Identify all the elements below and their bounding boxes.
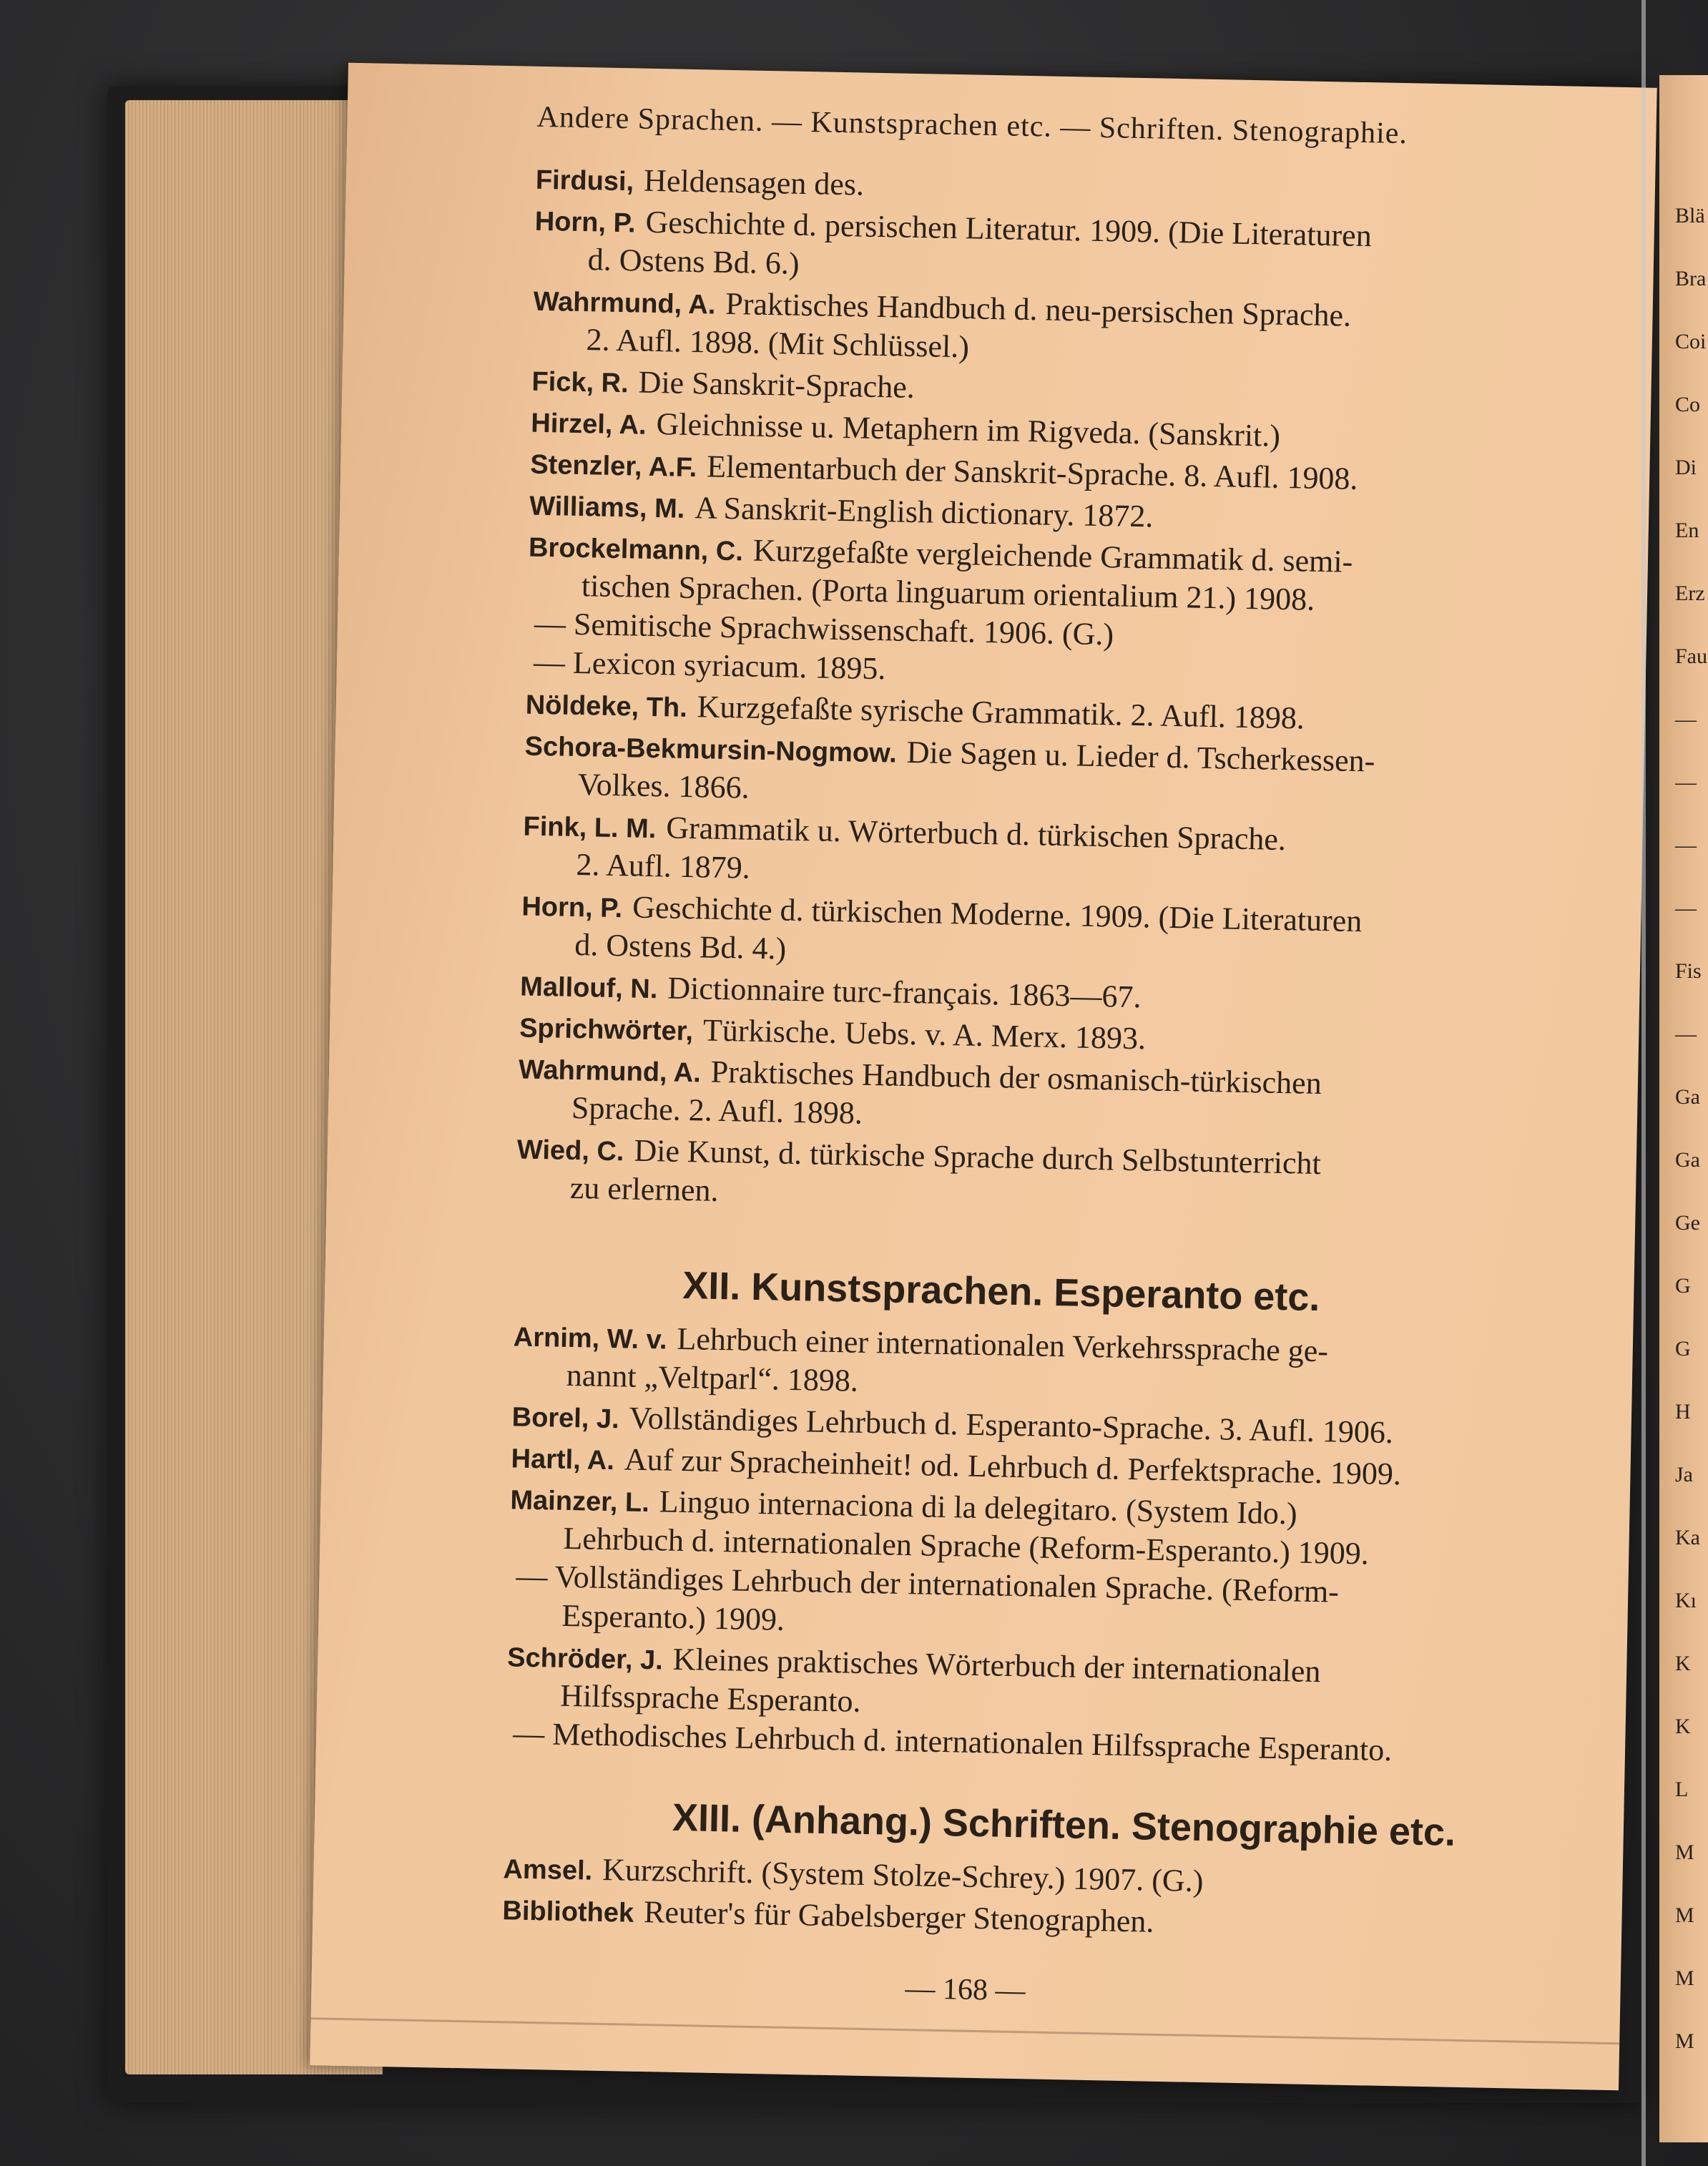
adjacent-page-text: H bbox=[1675, 1400, 1691, 1423]
entry-author: Stenzler, A.F. bbox=[529, 449, 697, 484]
entry-continuation: Sprache. 2. Aufl. 1898. bbox=[571, 1089, 863, 1131]
adjacent-page-text: — bbox=[1675, 707, 1697, 731]
entry-title: Vollständiges Lehrbuch d. Esperanto-Sprache. 3. Aufl. 1906. bbox=[629, 1400, 1394, 1451]
entry-title: Die Sanskrit-Sprache. bbox=[638, 364, 916, 405]
book-page bbox=[310, 63, 1657, 2091]
adjacent-page-text: Di bbox=[1675, 456, 1697, 479]
adjacent-page-text: Ja bbox=[1675, 1463, 1693, 1486]
entry-author: Schröder, J. bbox=[506, 1642, 664, 1676]
entry-author: Williams, M. bbox=[529, 491, 685, 524]
adjacent-page-text: K bbox=[1675, 1715, 1691, 1738]
entry-continuation: — Semitische Sprachwissenschaft. 1906. (G.) bbox=[534, 605, 1114, 652]
adjacent-page-text: En bbox=[1675, 519, 1699, 542]
entry-author: Borel, J. bbox=[511, 1402, 620, 1435]
bibliography-entry bbox=[511, 1400, 1393, 1449]
adjacent-page-text: — bbox=[1675, 896, 1697, 920]
adjacent-page-text: Erz bbox=[1675, 582, 1705, 605]
entry-title: Kleines praktisches Wörterbuch der internationalen bbox=[672, 1641, 1321, 1690]
entry-title: Die Kunst, d. türkische Sprache durch Selbstunterricht bbox=[634, 1132, 1322, 1182]
entry-continuation: 2. Aufl. 1879. bbox=[576, 847, 751, 886]
entry-title: Lehrbuch einer internationalen Verkehrssprache ge- bbox=[677, 1320, 1329, 1369]
entry-author: Brockelmann, C. bbox=[528, 532, 744, 567]
entry-title: Auf zur Spracheinheit! od. Lehrbuch d. Perfektsprache. 1909. bbox=[624, 1441, 1402, 1492]
page-bottom-edge bbox=[311, 2017, 1620, 2044]
entry-author: Fick, R. bbox=[531, 366, 629, 399]
adjacent-page-text: K bbox=[1675, 1652, 1691, 1675]
adjacent-page-text: M bbox=[1675, 1841, 1694, 1864]
adjacent-page-text: Ga bbox=[1675, 1085, 1700, 1109]
entry-continuation: zu erlernen. bbox=[569, 1170, 719, 1208]
adjacent-page-text: M bbox=[1675, 1903, 1694, 1927]
bibliography-entry bbox=[502, 1893, 1154, 1937]
entry-continuation: d. Ostens Bd. 4.) bbox=[574, 926, 787, 966]
entry-title: Dictionnaire turc-français. 1863—67. bbox=[667, 970, 1142, 1015]
adjacent-page-text: Fau bbox=[1675, 645, 1707, 668]
entry-title: Linguo internaciona di la delegitaro. (System Ido.) bbox=[659, 1484, 1298, 1532]
entry-continuation: Hilfssprache Esperanto. bbox=[559, 1677, 861, 1719]
bibliography-entry bbox=[525, 688, 1305, 735]
adjacent-page-text: Blä bbox=[1675, 204, 1705, 227]
page-content bbox=[310, 63, 1657, 2091]
bibliography-entry bbox=[503, 1852, 1204, 1897]
bibliography-entry bbox=[529, 489, 1154, 533]
entry-continuation: d. Ostens Bd. 6.) bbox=[587, 242, 800, 281]
adjacent-page-text: L bbox=[1675, 1778, 1689, 1801]
entry-continuation: 2. Aufl. 1898. (Mit Schlüssel.) bbox=[586, 322, 970, 365]
adjacent-page-text: Kı bbox=[1675, 1589, 1697, 1612]
entry-title: Praktisches Handbuch d. neu-persischen Sprache. bbox=[725, 285, 1352, 333]
entry-continuation: — Methodisches Lehrbuch d. internationalen Hilfssprache Esperanto. bbox=[512, 1715, 1393, 1768]
entry-title: Kurzgefaßte syrische Grammatik. 2. Aufl. 1898. bbox=[697, 689, 1305, 736]
adjacent-page-text: Coi bbox=[1675, 330, 1707, 353]
entry-author: Wahrmund, A. bbox=[533, 286, 716, 320]
entry-author: Hartl, A. bbox=[511, 1444, 615, 1476]
entry-continuation: nannt „Veltparl“. 1898. bbox=[566, 1357, 859, 1398]
adjacent-page-text: — bbox=[1675, 833, 1697, 857]
entry-author: Firdusi, bbox=[535, 165, 634, 197]
adjacent-page-text: — bbox=[1675, 1022, 1697, 1046]
entry-author: Bibliothek bbox=[502, 1896, 634, 1929]
entry-author: Amsel. bbox=[503, 1854, 593, 1886]
entry-author: Fink, L. M. bbox=[523, 811, 657, 845]
entry-author: Sprichwörter, bbox=[519, 1013, 694, 1047]
entry-title: Geschichte d. türkischen Moderne. 1909. (Die Literaturen bbox=[632, 889, 1363, 939]
entry-title: Grammatik u. Wörterbuch d. türkischen Sprache. bbox=[665, 810, 1287, 858]
bibliography-entry bbox=[531, 406, 1280, 452]
entry-author: Hirzel, A. bbox=[531, 408, 647, 441]
entry-continuation: Volkes. 1866. bbox=[577, 767, 750, 805]
entry-continuation: — Vollständiges Lehrbuch der internationalen Sprache. (Reform- bbox=[516, 1558, 1340, 1609]
entry-continuation: tischen Sprachen. (Porta linguarum orientalium 21.) 1908. bbox=[581, 568, 1315, 617]
adjacent-page-fragment bbox=[1659, 75, 1708, 2142]
page-number: — 168 — bbox=[905, 1972, 1026, 2008]
entry-continuation: — Lexicon syriacum. 1895. bbox=[533, 644, 886, 687]
section-title-xii: XII. Kunstsprachen. Esperanto etc. bbox=[682, 1263, 1320, 1320]
adjacent-page-text: Ge bbox=[1675, 1211, 1700, 1235]
entry-author: Horn, P. bbox=[534, 206, 636, 239]
entry-title: Praktisches Handbuch der osmanisch-türkischen bbox=[710, 1054, 1322, 1102]
entry-continuation: Lehrbuch d. internationalen Sprache (Reform-Esperanto.) 1909. bbox=[563, 1520, 1370, 1572]
running-header: Andere Sprachen. — Kunstsprachen etc. — Schriften. Stenographie. bbox=[536, 100, 1408, 151]
adjacent-page-text: G bbox=[1675, 1337, 1691, 1361]
entry-title: Kurzschrift. (System Stolze-Schrey.) 1907. (G.) bbox=[602, 1851, 1204, 1899]
entry-title: A Sanskrit-English dictionary. 1872. bbox=[694, 490, 1154, 534]
adjacent-page-text: Fis bbox=[1675, 959, 1702, 983]
adjacent-page-text: Bra bbox=[1675, 267, 1707, 290]
entry-title: Reuter's für Gabelsberger Stenographen. bbox=[643, 1894, 1154, 1939]
bibliography-entry bbox=[530, 448, 1358, 495]
entry-author: Mallouf, N. bbox=[519, 971, 658, 1005]
bibliography-entry bbox=[520, 970, 1142, 1014]
adjacent-page-text: M bbox=[1675, 2029, 1694, 2053]
bibliography-entry bbox=[531, 365, 915, 403]
entry-author: Mainzer, L. bbox=[510, 1485, 650, 1519]
adjacent-page-text: Ka bbox=[1675, 1526, 1700, 1549]
adjacent-page-text: Co bbox=[1675, 393, 1701, 416]
entry-continuation: Esperanto.) 1909. bbox=[561, 1597, 785, 1637]
adjacent-page-text: Ga bbox=[1675, 1148, 1700, 1172]
entry-title: Elementarbuch der Sanskrit-Sprache. 8. Aufl. 1908. bbox=[706, 449, 1358, 496]
entry-title: Gleichnisse u. Metaphern im Rigveda. (Sanskrit.) bbox=[656, 406, 1281, 454]
bibliography-entry bbox=[536, 163, 865, 201]
adjacent-page-text: G bbox=[1675, 1274, 1691, 1298]
entry-title: Geschichte d. persischen Literatur. 1909. (Die Literaturen bbox=[645, 204, 1373, 254]
entry-title: Heldensagen des. bbox=[643, 162, 865, 202]
adjacent-page-text: M bbox=[1675, 1966, 1694, 1990]
entry-author: Nöldeke, Th. bbox=[525, 690, 688, 723]
bibliography-entry bbox=[511, 1441, 1401, 1490]
entry-title: Türkische. Uebs. v. A. Merx. 1893. bbox=[702, 1012, 1147, 1057]
entry-author: Horn, P. bbox=[521, 891, 623, 924]
section-title-xiii: XIII. (Anhang.) Schriften. Stenographie etc. bbox=[672, 1795, 1456, 1854]
adjacent-page-text: — bbox=[1675, 770, 1697, 794]
scan-divider bbox=[1641, 0, 1646, 2166]
entry-author: Wahrmund, A. bbox=[518, 1054, 702, 1089]
entry-author: Schora-Bekmursin-Nogmow. bbox=[524, 731, 898, 769]
entry-author: Arnim, W. v. bbox=[513, 1322, 667, 1356]
bibliography-entry bbox=[519, 1011, 1147, 1055]
entry-title: Kurzgefaßte vergleichende Grammatik d. semi- bbox=[752, 532, 1353, 579]
entry-title: Die Sagen u. Lieder d. Tscherkessen- bbox=[906, 734, 1375, 779]
entry-author: Wied, C. bbox=[516, 1135, 624, 1167]
